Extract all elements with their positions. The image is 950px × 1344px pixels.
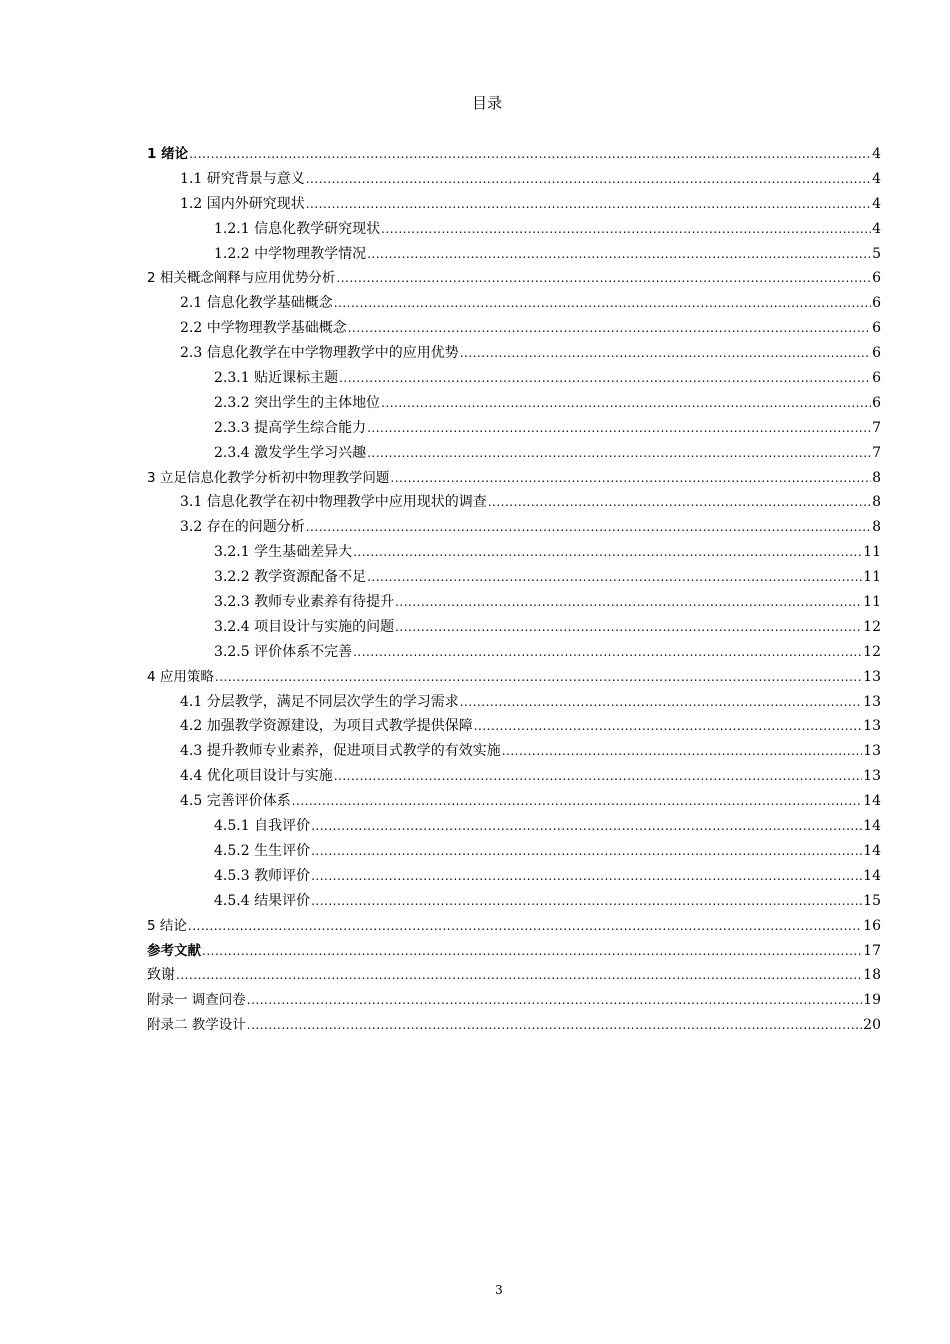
toc-entry-label: 2.3.1 贴近课标主题 xyxy=(214,370,339,387)
toc-entry-label: 致谢 xyxy=(147,967,175,984)
toc-entry-page: 11 xyxy=(863,569,881,586)
toc-entry-label: 参考文献 xyxy=(147,942,201,959)
toc-entry[interactable] xyxy=(147,391,881,416)
dot-leader xyxy=(348,316,871,341)
toc-entry-label: 2.2 中学物理教学基础概念 xyxy=(180,320,347,337)
toc-entry-label: 4.5.2 生生评价 xyxy=(214,842,311,859)
toc-entry-label: 2.1 信息化教学基础概念 xyxy=(180,295,333,312)
toc-title: 目录 xyxy=(471,94,502,112)
dot-leader xyxy=(381,391,871,416)
toc-entry-label: 4.5.3 教师评价 xyxy=(214,867,311,884)
dot-leader xyxy=(367,242,871,267)
toc-entry-label: 3.2.3 教师专业素养有待提升 xyxy=(214,594,395,611)
dot-leader xyxy=(311,864,862,889)
toc-entry-page: 14 xyxy=(863,818,881,835)
toc-entry-label: 1.1 研究背景与意义 xyxy=(180,170,305,187)
dot-leader xyxy=(367,565,862,590)
toc-entry[interactable] xyxy=(147,192,881,217)
dot-leader xyxy=(306,167,871,192)
toc-entry-label: 3.1 信息化教学在初中物理教学中应用现状的调查 xyxy=(180,494,487,511)
toc-entry-label: 1 绪论 xyxy=(147,146,189,162)
toc-entry-page: 7 xyxy=(872,419,881,436)
toc-entry[interactable] xyxy=(147,864,881,889)
toc-entry-page: 16 xyxy=(863,917,881,934)
toc-entry-page: 6 xyxy=(872,394,881,411)
dot-leader xyxy=(334,764,862,789)
dot-leader xyxy=(336,266,871,291)
dot-leader xyxy=(381,217,871,242)
dot-leader xyxy=(188,914,862,939)
toc-entry[interactable] xyxy=(147,739,881,764)
page-number: 3 xyxy=(495,1283,503,1297)
toc-entry-label: 2.3 信息化教学在中学物理教学中的应用优势 xyxy=(180,345,459,362)
dot-leader xyxy=(367,416,871,441)
toc-entry-page: 13 xyxy=(863,693,881,710)
dot-leader xyxy=(247,1013,862,1038)
toc-entry-label: 2.3.3 提高学生综合能力 xyxy=(214,419,367,436)
dot-leader xyxy=(474,714,862,739)
toc-entry[interactable] xyxy=(147,939,881,964)
toc-entry-page: 12 xyxy=(863,618,881,635)
toc-entry-label: 4.5.1 自我评价 xyxy=(214,818,311,835)
dot-leader xyxy=(502,739,862,764)
toc-entry-page: 14 xyxy=(863,842,881,859)
toc-entry-label: 附录二 教学设计 xyxy=(147,1017,246,1034)
dot-leader xyxy=(189,142,871,167)
toc-entry[interactable] xyxy=(147,690,881,715)
toc-entry[interactable] xyxy=(147,565,881,590)
toc-entry[interactable] xyxy=(147,789,881,814)
dot-leader xyxy=(202,939,862,964)
toc-entry-label: 3.2.2 教学资源配备不足 xyxy=(214,569,367,586)
toc-entry[interactable] xyxy=(147,466,881,491)
toc-entry[interactable] xyxy=(147,889,881,914)
toc-entry-page: 6 xyxy=(872,270,881,287)
toc-entry-page: 4 xyxy=(872,220,881,237)
toc-entry[interactable] xyxy=(147,814,881,839)
toc-entry[interactable] xyxy=(147,1013,881,1038)
toc-entry[interactable] xyxy=(147,142,881,167)
toc-entry[interactable] xyxy=(147,590,881,615)
toc-entry[interactable] xyxy=(147,167,881,192)
dot-leader xyxy=(311,814,862,839)
dot-leader xyxy=(353,540,862,565)
dot-leader xyxy=(215,665,862,690)
toc-entry[interactable] xyxy=(147,764,881,789)
toc-entry[interactable] xyxy=(147,615,881,640)
toc-entry-page: 4 xyxy=(872,146,881,162)
toc-entry-page: 15 xyxy=(863,892,881,909)
toc-entry[interactable] xyxy=(147,316,881,341)
dot-leader xyxy=(460,341,871,366)
toc-entry-page: 8 xyxy=(872,469,881,486)
toc-entry[interactable] xyxy=(147,839,881,864)
toc-entry-page: 19 xyxy=(863,992,881,1009)
toc-entry-page: 6 xyxy=(872,320,881,337)
toc-entry-label: 4 应用策略 xyxy=(147,668,214,685)
dot-leader xyxy=(488,490,871,515)
toc-entry-page: 8 xyxy=(872,519,881,536)
toc-entry-label: 1.2 国内外研究现状 xyxy=(180,195,305,212)
toc-entry-label: 4.3 提升教师专业素养，促进项目式教学的有效实施 xyxy=(180,743,501,760)
toc-entry-label: 2.3.4 激发学生学习兴趣 xyxy=(214,444,367,461)
toc-entry-label: 2 相关概念阐释与应用优势分析 xyxy=(147,270,336,287)
dot-leader xyxy=(460,690,862,715)
toc-entry-page: 18 xyxy=(863,967,881,984)
toc-entry-page: 12 xyxy=(863,643,881,660)
toc-entry-label: 4.2 加强教学资源建设，为项目式教学提供保障 xyxy=(180,718,473,735)
toc-entry[interactable] xyxy=(147,416,881,441)
toc-entry-page: 17 xyxy=(863,942,881,959)
toc-entry-page: 6 xyxy=(872,370,881,387)
toc-entry-page: 13 xyxy=(863,718,881,735)
toc-entry[interactable] xyxy=(147,291,881,316)
toc-entry-page: 7 xyxy=(872,444,881,461)
toc-entry-label: 4.5 完善评价体系 xyxy=(180,793,291,810)
toc-entry[interactable] xyxy=(147,963,881,988)
toc-entry[interactable] xyxy=(147,540,881,565)
toc-entry-label: 1.2.1 信息化教学研究现状 xyxy=(214,220,381,237)
toc-entry-page: 4 xyxy=(872,170,881,187)
toc-entry[interactable] xyxy=(147,640,881,665)
toc-entry-label: 附录一 调查问卷 xyxy=(147,992,246,1009)
dot-leader xyxy=(390,466,871,491)
toc-entry[interactable] xyxy=(147,515,881,540)
toc-entry-page: 13 xyxy=(863,743,881,760)
toc-entry-page: 20 xyxy=(863,1017,881,1034)
toc-entry[interactable] xyxy=(147,714,881,739)
toc-entry[interactable] xyxy=(147,914,881,939)
dot-leader xyxy=(353,640,862,665)
dot-leader xyxy=(367,441,871,466)
toc-entry[interactable] xyxy=(147,266,881,291)
toc-entry-label: 3.2.5 评价体系不完善 xyxy=(214,643,353,660)
toc-entry[interactable] xyxy=(147,341,881,366)
toc-entry-label: 4.1 分层教学，满足不同层次学生的学习需求 xyxy=(180,693,459,710)
dot-leader xyxy=(339,366,871,391)
toc-entry-page: 11 xyxy=(863,544,881,561)
toc-entry-page: 6 xyxy=(872,345,881,362)
toc-entry[interactable] xyxy=(147,490,881,515)
toc-entry-page: 4 xyxy=(872,195,881,212)
toc-entry[interactable] xyxy=(147,366,881,391)
toc-entry-page: 14 xyxy=(863,793,881,810)
toc-entry-page: 5 xyxy=(872,245,881,262)
dot-leader xyxy=(247,988,862,1013)
toc-entry-page: 11 xyxy=(863,594,881,611)
dot-leader xyxy=(306,192,871,217)
toc-entry-page: 6 xyxy=(872,295,881,312)
toc-entry-label: 1.2.2 中学物理教学情况 xyxy=(214,245,367,262)
dot-leader xyxy=(311,889,862,914)
dot-leader xyxy=(395,590,862,615)
toc-entry[interactable] xyxy=(147,242,881,267)
toc-entry-label: 3.2 存在的问题分析 xyxy=(180,519,305,536)
toc-entry-label: 2.3.2 突出学生的主体地位 xyxy=(214,394,381,411)
toc-entry-label: 3.2.4 项目设计与实施的问题 xyxy=(214,618,395,635)
toc-entry-label: 3.2.1 学生基础差异大 xyxy=(214,544,353,561)
toc-entry-page: 13 xyxy=(863,668,881,685)
toc-entry[interactable] xyxy=(147,217,881,242)
dot-leader xyxy=(334,291,871,316)
toc-entry-page: 8 xyxy=(872,494,881,511)
dot-leader xyxy=(176,963,862,988)
toc-entry-label: 3 立足信息化教学分析初中物理教学问题 xyxy=(147,469,390,486)
dot-leader xyxy=(306,515,871,540)
toc-entry[interactable] xyxy=(147,665,881,690)
table-of-contents xyxy=(147,142,881,1038)
dot-leader xyxy=(292,789,862,814)
dot-leader xyxy=(395,615,862,640)
toc-entry-label: 4.4 优化项目设计与实施 xyxy=(180,768,333,785)
toc-entry-label: 4.5.4 结果评价 xyxy=(214,892,311,909)
dot-leader xyxy=(311,839,862,864)
toc-entry[interactable] xyxy=(147,988,881,1013)
toc-entry-page: 13 xyxy=(863,768,881,785)
toc-entry[interactable] xyxy=(147,441,881,466)
toc-entry-page: 14 xyxy=(863,867,881,884)
toc-entry-label: 5 结论 xyxy=(147,917,187,934)
